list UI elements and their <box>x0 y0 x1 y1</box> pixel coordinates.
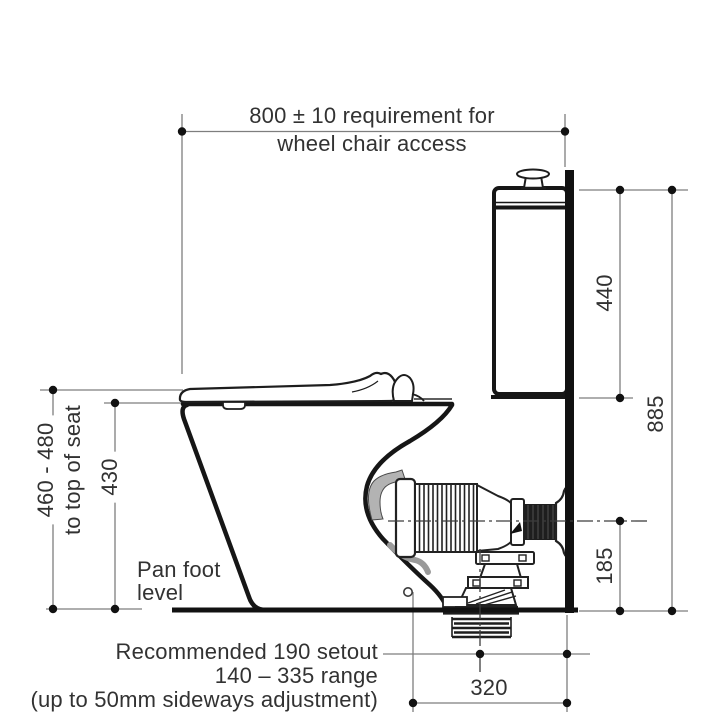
pedestal-clip <box>482 555 489 561</box>
cistern-body <box>494 188 567 394</box>
dimension-lines <box>40 114 688 712</box>
dimension-460-480-label: 460 - 480 <box>33 416 59 525</box>
dimension-800-line1: 800 ± 10 requirement for <box>249 103 495 128</box>
connector-collar <box>511 499 524 545</box>
dim-dot <box>49 386 57 394</box>
dim-dot <box>476 650 484 658</box>
dim-dot <box>616 517 624 525</box>
connector-flange <box>396 479 415 557</box>
outlet-connector <box>396 479 571 559</box>
dimension-185-label: 185 <box>592 547 617 585</box>
dim-dot <box>563 650 571 658</box>
dimension-800-label <box>172 102 572 158</box>
pan-foot-line1: Pan foot <box>137 557 221 582</box>
seat-hinge <box>393 375 414 401</box>
dim-dot <box>111 399 119 407</box>
pedestal-foot <box>443 597 467 607</box>
floor-outlet <box>443 613 519 637</box>
dim-dot <box>616 186 624 194</box>
seat-profile <box>180 373 396 402</box>
setout-line2: 140 – 335 range <box>214 663 378 688</box>
pan-foot-level-label <box>137 558 221 604</box>
dimension-800-line2: wheel chair access <box>277 131 467 156</box>
setout-line3: (up to 50mm sideways adjustment) <box>30 687 378 712</box>
flush-button-cap <box>517 170 549 179</box>
wall <box>565 170 574 613</box>
seat-hinge-foot <box>412 394 424 401</box>
fixing-hole <box>404 588 412 596</box>
cistern <box>491 170 567 398</box>
dimension-440-label: 440 <box>592 274 617 312</box>
pan-foot-line2: level <box>137 580 184 605</box>
setout-notes <box>30 640 378 712</box>
dim-dot <box>563 699 571 707</box>
dim-dot <box>111 605 119 613</box>
pedestal-clip <box>514 580 521 586</box>
seat-height-note-label: to top of seat <box>60 405 85 535</box>
seat-buffer <box>223 402 245 409</box>
dimension-320-label: 320 <box>470 675 508 700</box>
dimension-dots <box>49 127 676 707</box>
connector-taper <box>477 485 513 551</box>
dim-dot <box>616 607 624 615</box>
pan-collar-pedestal <box>443 552 534 607</box>
dim-dot <box>616 394 624 402</box>
dim-dot <box>409 699 417 707</box>
setout-line1: Recommended 190 setout <box>115 639 378 664</box>
dim-dot <box>49 605 57 613</box>
dim-dot <box>668 607 676 615</box>
threaded-pipe <box>524 504 557 540</box>
pedestal-clip <box>519 555 526 561</box>
pedestal-clip <box>473 580 480 586</box>
outlet-threads <box>452 619 511 637</box>
pedestal-mid <box>480 564 521 578</box>
dimension-430-label: 430 <box>97 451 123 502</box>
dim-dot <box>668 186 676 194</box>
dimension-885-label: 885 <box>643 395 668 433</box>
